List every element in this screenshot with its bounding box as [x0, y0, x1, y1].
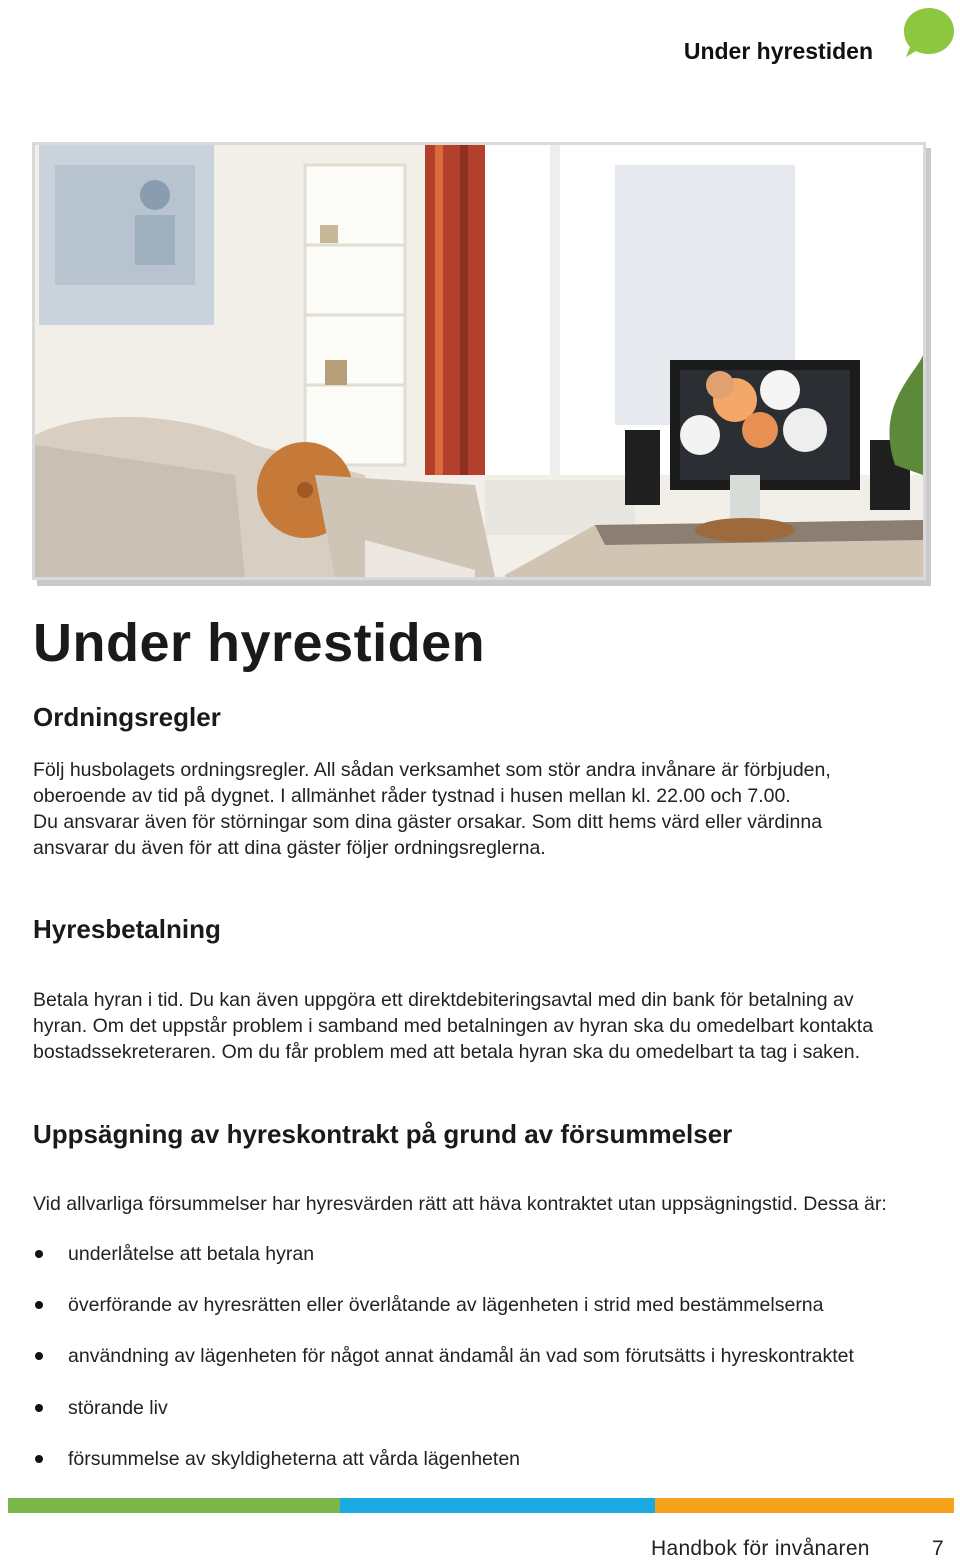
list-item-text: överförande av hyresrätten eller överlåtande av lägenheten i strid med bestämmelserna — [68, 1294, 824, 1317]
header-title: Under hyrestiden — [683, 38, 873, 64]
bullet-icon — [35, 1352, 43, 1360]
color-bar-orange — [655, 1498, 954, 1513]
list-item-text: störande liv — [68, 1396, 168, 1419]
section-heading-ordningsregler: Ordningsregler — [33, 702, 221, 732]
bullet-icon — [35, 1250, 43, 1258]
bullet-icon — [35, 1455, 43, 1463]
hyresbetalning-paragraph — [33, 987, 938, 1065]
footer-color-bar — [8, 1498, 954, 1513]
speech-bubble-icon — [902, 5, 956, 59]
paragraph-line: Betala hyran i tid. Du kan även uppgöra ett direktdebiteringsavtal med din bank för betalning av — [33, 989, 854, 1011]
list-item — [33, 1392, 938, 1443]
paragraph-line: oberoende av tid på dygnet. I allmänhet råder tystnad i husen mellan kl. 22.00 och 7.00. — [33, 785, 791, 807]
bullet-icon — [35, 1404, 43, 1412]
list-item — [33, 1340, 938, 1391]
living-room-photo — [32, 142, 926, 580]
paragraph-line: Du ansvarar även för störningar som dina gäster orsakar. Som ditt hems värd eller värdinna — [33, 811, 823, 833]
page-title: Under hyrestiden — [33, 613, 486, 673]
ordningsregler-paragraph — [33, 757, 938, 861]
list-item — [33, 1443, 938, 1494]
list-item — [33, 1289, 938, 1340]
page-number: 7 — [932, 1537, 944, 1560]
list-item-text: försummelse av skyldigheterna att vårda lägenheten — [68, 1447, 521, 1470]
section-heading-uppsagning: Uppsägning av hyreskontrakt på grund av försummelser — [33, 1119, 733, 1149]
list-item-text: underlåtelse att betala hyran — [68, 1243, 315, 1265]
list-item-text: användning av lägenheten för något annat ändamål än vad som förutsätts i hyreskontraktet — [68, 1345, 854, 1368]
section-heading-hyresbetalning: Hyresbetalning — [33, 914, 221, 944]
paragraph-line: hyran. Om det uppstår problem i samband med betalningen av hyran ska du omedelbart kontakta — [33, 1015, 874, 1037]
forsummelser-list — [33, 1238, 938, 1494]
paragraph-line: bostadssekreteraren. Om du får problem med att betala hyran ska du omedelbart ta tag i saken. — [33, 1041, 861, 1063]
footer-title: Handbok för invånaren — [651, 1537, 870, 1560]
bullet-icon — [35, 1301, 43, 1309]
paragraph-line: ansvarar du även för att dina gäster följer ordningsreglerna. — [33, 837, 546, 859]
list-item — [33, 1238, 938, 1289]
color-bar-blue — [340, 1498, 655, 1513]
color-bar-green — [8, 1498, 340, 1513]
paragraph-line: Följ husbolagets ordningsregler. All sådan verksamhet som stör andra invånare är förbjuden, — [33, 759, 831, 781]
uppsagning-intro: Vid allvarliga försummelser har hyresvärden rätt att häva kontraktet utan uppsägningstid. Dessa är: — [33, 1193, 887, 1215]
